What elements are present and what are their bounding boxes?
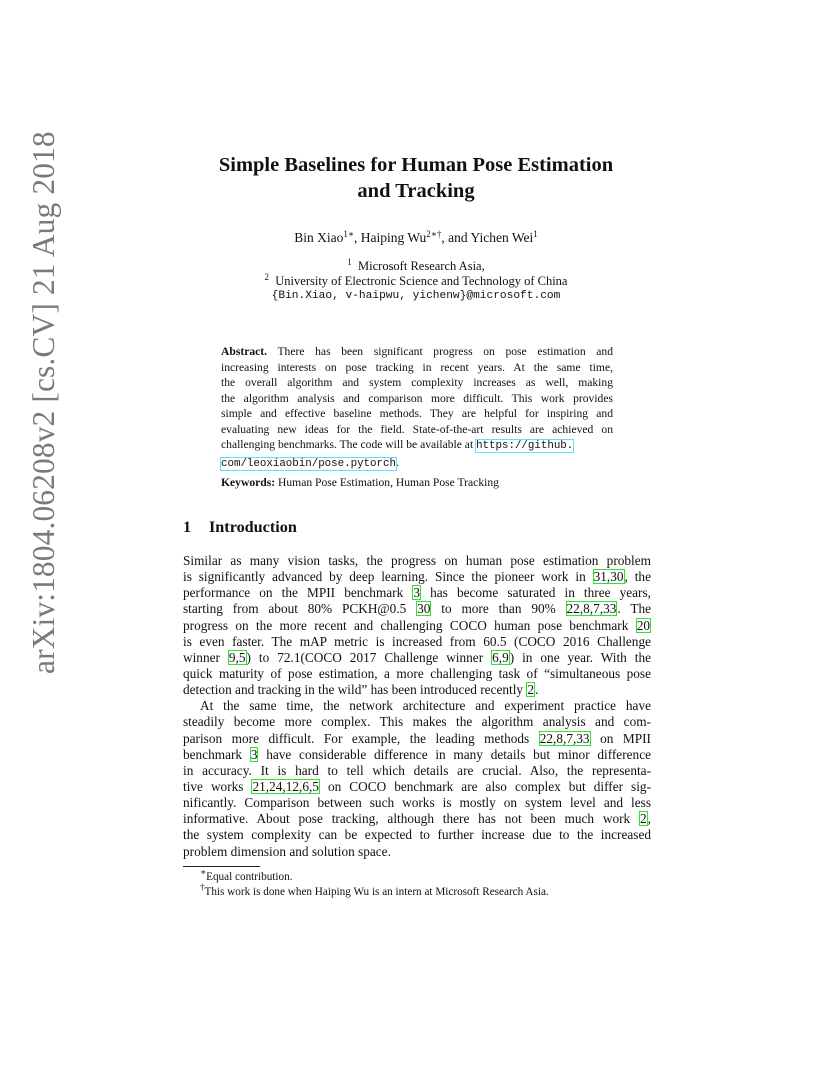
affiliation-text: University of Electronic Science and Technology of China	[275, 274, 568, 288]
text-line: progress on the more recent and challenging COCO human pose benchmark 20	[183, 617, 650, 633]
citation-link[interactable]: 21,24,12,6,5	[252, 778, 319, 794]
citation-link[interactable]: 2	[527, 682, 535, 698]
paper-title	[150, 152, 682, 204]
text-line: performance on the MPII benchmark 3 has become saturated in three years,	[183, 585, 651, 601]
abstract-line: increasing interests on pose tracking in recent years. At the same time,	[221, 360, 613, 374]
citation-link[interactable]: 9,5	[228, 649, 246, 665]
title-line-2: and Tracking	[357, 180, 475, 202]
footnote-mark: ∗	[200, 867, 207, 877]
citation-link[interactable]: 6,9	[492, 649, 509, 665]
text-line: is significantly advanced by deep learning. Since the pioneer work in 31,30, the	[183, 569, 651, 585]
text-line: At the same time, the network architecture and experiment practice have	[200, 698, 651, 714]
citation-link[interactable]: 20	[636, 617, 650, 633]
text-line: benchmark 3 have considerable difference in many details but minor difference	[183, 746, 651, 762]
text-line: the system complexity can be expected to further increase due to the increased	[183, 827, 651, 843]
footnote-text: Equal contribution.	[206, 871, 293, 883]
author-affiliation-mark: 2∗†	[426, 229, 442, 239]
footnote-internship	[200, 882, 549, 898]
section-heading	[183, 518, 297, 537]
affiliation-1	[150, 259, 682, 274]
keywords	[221, 476, 499, 489]
section-number: 1	[183, 518, 192, 536]
code-url-link-continued[interactable]: com/leoxiaobin/pose.pytorch	[221, 457, 396, 470]
text-line: nificantly. Comparison between such works is mostly on system level and less	[183, 795, 651, 811]
text-line: starting from about 80% PCKH@0.5 30 to more than 90% 22,8,7,33. The	[183, 601, 651, 617]
author-affiliation-mark: 1	[533, 229, 538, 239]
text-line: steadily become more complex. This makes the algorithm analysis and com-	[183, 714, 651, 730]
text-line: in accuracy. It is hard to tell which details are crucial. Also, the representa-	[183, 762, 651, 778]
author-affiliation-mark: 1∗	[343, 229, 354, 239]
citation-link[interactable]: 3	[250, 746, 258, 762]
author-emails: {Bin.Xiao, v-haipwu, yichenw}@microsoft.com	[271, 290, 561, 302]
text-line: Similar as many vision tasks, the progress on human pose estimation problem	[183, 553, 651, 568]
affiliation-mark: 1	[347, 257, 352, 267]
footnote-equal-contribution	[200, 867, 293, 883]
abstract-end: .	[395, 455, 399, 469]
section-title: Introduction	[209, 518, 297, 536]
footnote-text: This work is done when Haiping Wu is an intern at Microsoft Research Asia.	[204, 886, 549, 898]
keywords-heading: Keywords:	[221, 476, 276, 489]
affiliation-2	[150, 274, 682, 289]
text-line: detection and tracking in the wild” has been introduced recently 2.	[183, 682, 539, 698]
abstract-line: evaluating new ideas for the field. State-of-the-art results are achieved on	[221, 422, 613, 436]
abstract	[221, 344, 613, 472]
text-line: informative. About pose tracking, although there has not been much work 2,	[183, 811, 651, 827]
citation-link[interactable]: 2	[640, 811, 647, 827]
citation-link[interactable]: 22,8,7,33	[539, 730, 590, 746]
footnote-mark: †	[200, 882, 205, 892]
author-name: , and Yichen Wei	[441, 230, 534, 245]
abstract-line: challenging benchmarks. The code will be available at	[221, 438, 477, 451]
abstract-line: the algorithm analysis and comparison more difficult. This work provides	[221, 391, 613, 405]
affiliation-mark: 2	[264, 272, 270, 282]
author-list	[150, 230, 682, 246]
keywords-text: Human Pose Estimation, Human Pose Tracking	[275, 476, 499, 489]
text-line: is even faster. The mAP metric is increased from 60.5 (COCO 2016 Challenge	[183, 633, 651, 649]
text-line: parison more difficult. For example, the leading methods 22,8,7,33 on MPII	[183, 730, 651, 746]
citation-link[interactable]: 30	[417, 601, 431, 617]
author-name: , Haiping Wu	[353, 230, 427, 245]
text-line: problem dimension and solution space.	[183, 843, 391, 859]
citation-link[interactable]: 3	[413, 585, 421, 601]
abstract-heading: Abstract.	[221, 345, 268, 358]
text-line: quick maturity of pose estimation, a more challenging task of “simultaneous pose	[183, 665, 651, 681]
text-line: tive works 21,24,12,6,5 on COCO benchmark are also complex but differ sig-	[183, 778, 652, 794]
citation-link[interactable]: 31,30	[593, 569, 624, 585]
abstract-line: There has been significant progress on pose estimation and	[267, 345, 613, 358]
affiliation-text: Microsoft Research Asia,	[358, 259, 485, 273]
abstract-line: simple and effective baseline methods. They are helpful for inspiring and	[221, 407, 613, 420]
intro-body	[183, 553, 651, 860]
abstract-line: the overall algorithm and system complexity increases as well, making	[221, 376, 613, 389]
citation-link[interactable]: 22,8,7,33	[566, 601, 617, 617]
author-name: Bin Xiao	[294, 230, 344, 245]
arxiv-identifier-stamp: arXiv:1804.06208v2 [cs.CV] 21 Aug 2018	[26, 131, 61, 674]
footnote-rule	[183, 866, 260, 867]
text-line: winner 9,5) to 72.1(COCO 2017 Challenge winner 6,9) in one year. With the	[183, 649, 651, 665]
code-url-link[interactable]: https://github.	[476, 440, 574, 452]
title-line-1: Simple Baselines for Human Pose Estimation	[218, 154, 614, 176]
